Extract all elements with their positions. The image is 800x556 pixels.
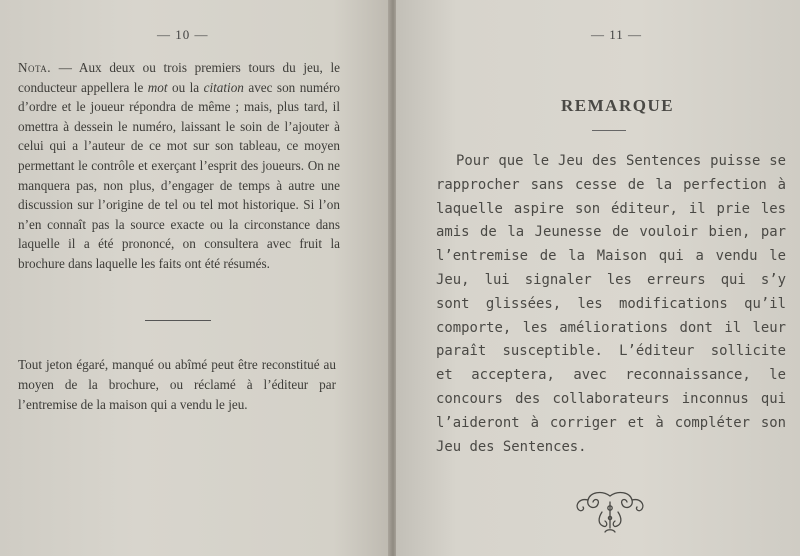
remarque-text: Pour que le Jeu des Sentences puisse se rapprocher sans cesse de la perfection à laquelle aspire son éditeur, il prie les amis de la Jeunesse de vouloir bien, par l’entremise de la Maison qui a vendu le Jeu, lui signaler les erreurs qui s’y sont glissées, les modifications qu’il comporte, les améliorations dont il leur paraît susceptible. L’éditeur sollicite et acceptera, avec reconnaissance, le concours des collaborateurs inconnus qui l’aideront à corriger et à compléter son Jeu des Sentences. — [436, 153, 786, 455]
remarque-paragraph — [436, 150, 786, 459]
section-divider-left — [145, 320, 211, 321]
nota-emphasis-mot: mot — [147, 79, 168, 95]
heading-underline — [592, 130, 626, 131]
nota-text-1: — Aux deux ou trois premiers tours du jeu, le conducteur appellera le — [18, 60, 340, 95]
jeton-paragraph: Tout jeton égaré, manqué ou abîmé peut être reconstitué au moyen de la brochure, ou réclamé à l’éditeur par l’entremise de la maison qui a vendu le jeu. — [18, 357, 336, 412]
page-number-left: — 10 — — [157, 27, 209, 42]
right-page — [396, 0, 800, 556]
nota-text-3: avec son numéro d’ordre et le joueur répondra de même ; mais, plus tard, il omettra à dessein le numéro, laissant le soin de l’ajouter à celui qui a l’auteur de ce mot sur son tableau, ce moyen permettant le contrôle et exerçant l’esprit des joueurs. On ne manquera pas, non plus, d’engager de temps à autre une discussion sur l’origine de tel ou tel mot historique. Si l’on n’en connaît pas la source exacte ou la circonstance dans laquelle il a été prononcé, on consultera avec fruit la brochure dans laquelle les faits ont été résumés. — [18, 79, 340, 271]
page-number-right: — 11 — — [591, 27, 643, 42]
nota-text-2: ou la — [167, 79, 204, 95]
nota-label: Nota. — [18, 60, 52, 75]
fleuron-ornament-icon — [572, 488, 648, 536]
remarque-heading: REMARQUE — [561, 96, 675, 115]
left-page — [0, 0, 392, 556]
nota-paragraph — [18, 58, 340, 274]
nota-emphasis-citation: citation — [203, 79, 244, 95]
